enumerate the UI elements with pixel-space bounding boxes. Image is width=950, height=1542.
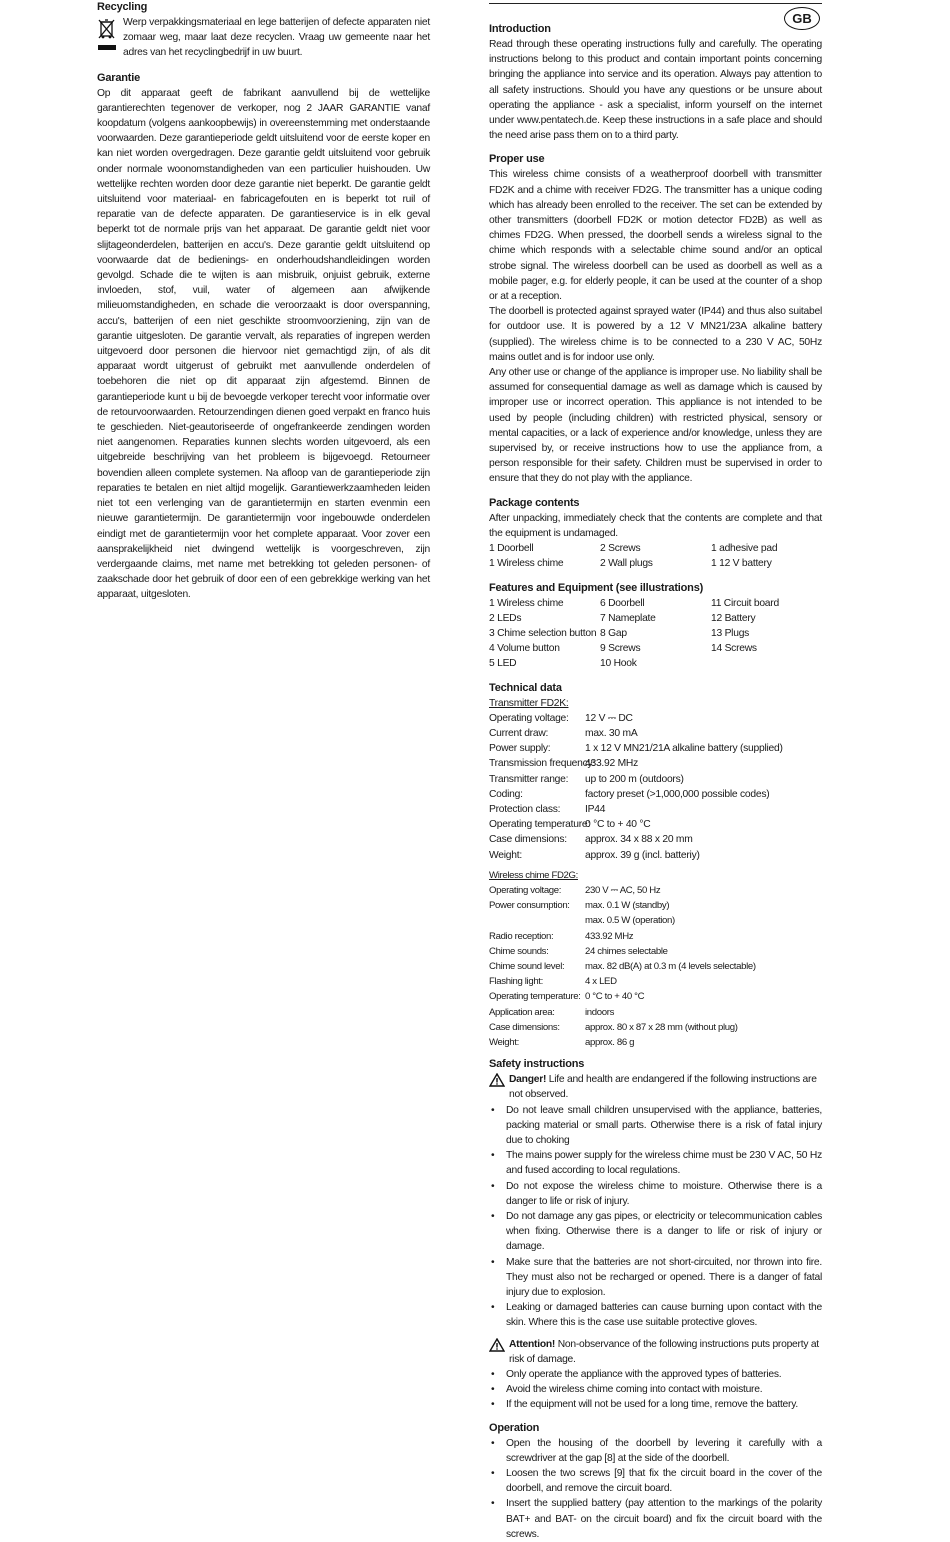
list-item: 3 Chime selection button — [489, 627, 597, 639]
list-item: • Make sure that the batteries are not short-circuited, nor thrown into fire. They must also not be recharged or opened. There is a danger of fatal injury due to explosion. — [489, 1255, 822, 1301]
warranty-text: Op dit apparaat geeft de fabrikant aanvullend bij de wettelijke garantierechten tegenover de verkoper, nog 2 JAAR GARANTIE vanaf koopdatum (volgens aankoopbewijs) in overeenstemming met onderstaande voorwaarden. Deze garantieperiode geldt uitsluitend voor de eerste koper en kan niet worden overgedragen. Deze garantie geldt uitsluitend voor gebruik onder normale woonomstandigheden van een particulier huishouden. Uw wettelijke rechten worden door deze garantie niet beperkt. De garantie geldt uitsluitend voor materiaal- en fabricagefouten en is beperkt tot ruil of reparatie van de defecte apparaten. De garantieservice is in elk geval beperkt tot de normale prijs van het apparaat. De garantie geldt niet voor slijtageonderdelen, batterijen en accu's. Deze garantie geldt uitsluitend op voorwaarde dat de bedienings- en onderhoudshandleidingen worden gevolgd. Schade die te wijten is aan misbruik, onjuist gebruik, externe invloeden, stof, vuil, water of algemeen aan afwijkende milieuomstandigheden, en schade die veroorzaakt is door overspanning, accu's, batterijen of een niet geschikte stroomvoorziening, zijn van de garantie uitgesloten. De garantie vervalt, als reparaties of ingrepen werden uitgevoerd door personen die hiervoor niet gemachtigd zijn, of als dit apparaat wordt uitgerust of gebruikt met aanvullende onderdelen of toebehoren die niet op dit apparaat zijn afgestemd. Binnen de garantieperiode kunt u bij de bevoegde verkoper terecht voor informatie over de retourvoorwaarden. Retourzendingen dienen goed verpakt en franco huis te geschieden. Niet-geautoriseerde of ongefrankeerde zendingen worden niet aangenomen. Reparaties kunnen slechts worden uitgevoerd, als een uitgebreide beschrijving van het probleem is bijgevoegd. Retourneer bovendien alleen complete systemen. Na afloop van de garantieperiode zijn reparaties te betalen en niet altijd mogelijk. Garantiewerkzaamheden leiden niet tot een verlenging van de garantietermijn en starten evenmin een nieuwe garantietermijn. De garantietermijn voor ingebouwde onderdelen eindigt met de garantietermijn voor het complete apparaat. Voor zover een aansprakelijkheid niet dwingend wettelijk is voorgeschreven, zijn verdergaande claims, met name met betrekking tot geleden personen- of zaakschade door het gebruik of door een of een gebrekkige werking van het apparaat, uitgesloten. — [97, 87, 430, 601]
list-item: • Open the housing of the doorbell by levering it carefully with a screwdriver at the gap [8] at the side of the doorbell. — [489, 1436, 822, 1466]
list-item: 2 LEDs — [489, 612, 522, 624]
spec-value: max. 0.5 W (operation) — [585, 915, 675, 927]
chime-subheading: Wireless chime FD2G: — [489, 869, 578, 881]
list-item: 1 Doorbell — [489, 543, 534, 555]
list-item: 10 Hook — [600, 658, 637, 670]
list-item: 4 Volume button — [489, 643, 560, 655]
spec-value: 0 °C to + 40 °C — [585, 991, 645, 1003]
spec-label: Power supply: — [489, 743, 551, 755]
warning-triangle-icon — [489, 1338, 509, 1357]
danger-label: Danger! — [509, 1074, 547, 1086]
package-text: After unpacking, immediately check that the contents are complete and that the equipment is undamaged. — [489, 512, 822, 539]
spec-label: Operating voltage: — [489, 884, 562, 896]
attention-label: Attention! — [509, 1338, 556, 1350]
list-item: • If the equipment will not be used for a long time, remove the battery. — [489, 1397, 822, 1412]
spec-label: Weight: — [489, 849, 522, 861]
list-item: 13 Plugs — [711, 627, 750, 639]
proper-use-heading: Proper use — [489, 153, 545, 166]
list-item: 2 Wall plugs — [600, 558, 653, 570]
spec-label: Weight: — [489, 1036, 519, 1048]
list-item: 5 LED — [489, 658, 517, 670]
list-item: 14 Screws — [711, 643, 757, 655]
safety-heading: Safety instructions — [489, 1058, 585, 1071]
package-heading: Package contents — [489, 496, 580, 509]
spec-value: max. 0.1 W (standby) — [585, 900, 670, 912]
spec-label: Power consumption: — [489, 900, 570, 912]
list-item: • Loosen the two screws [9] that fix the circuit board in the cover of the doorbell, and remove the circuit board. — [489, 1466, 822, 1496]
language-badge: GB — [784, 7, 820, 30]
crossed-out-bin-icon — [97, 18, 123, 61]
spec-value: 24 chimes selectable — [585, 945, 668, 957]
spec-value: max. 82 dB(A) at 0.3 m (4 levels selectable) — [585, 960, 756, 972]
spec-value: 12 V ⎓ DC — [585, 712, 633, 724]
right-column — [489, 22, 822, 1542]
transmitter-subheading: Transmitter FD2K: — [489, 697, 569, 709]
list-item: • Do not expose the wireless chime to moisture. Otherwise there is a danger to life or risk of injury. — [489, 1179, 822, 1209]
intro-heading: Introduction — [489, 23, 551, 35]
spec-label: Operating temperature: — [489, 991, 581, 1003]
intro-text: Read through these operating instructions fully and carefully. The operating instructions belong to this product and contain important points concerning bringing the appliance into service and its operation. Always pay attention to all safety instructions. Should you have any questions or be unsure about operating the appliance - ask a specialist, inform yourself on the internet under www.pentatech.de. Keep these instructions in a safe place and should the need arise pass them on to a third party. — [489, 39, 822, 142]
list-item: 11 Circuit board — [711, 597, 779, 609]
list-item: • The mains power supply for the wireless chime must be 230 V AC, 50 Hz and fused according to local regulations. — [489, 1148, 822, 1178]
spec-label: Current draw: — [489, 727, 549, 739]
spec-label: Application area: — [489, 1006, 555, 1018]
list-item: 1 12 V battery — [711, 558, 772, 570]
spec-value: 1 x 12 V MN21/21A alkaline battery (supplied) — [585, 743, 783, 755]
list-item: • Insert the supplied battery (pay attention to the markings of the polarity BAT+ and BAT- on the circuit board) and fix the circuit board with the screws. — [489, 1496, 822, 1542]
spec-label: Protection class: — [489, 803, 561, 815]
proper-use-paragraph-2: The doorbell is protected against sprayed water (IP44) and thus also suitabel for outdoor use. It is powered by a 12 V MN21/23A alkaline battery (supplied). The wireless chime is to be connected to a 230 V AC, 50Hz mains outlet and is for indoor use only. — [489, 306, 822, 363]
recycling-block — [97, 15, 430, 61]
operation-list — [489, 1436, 822, 1542]
danger-list — [489, 1103, 822, 1331]
danger-notice — [489, 1072, 822, 1102]
spec-label: Coding: — [489, 788, 523, 800]
spec-label: Operating temperature: — [489, 819, 590, 831]
top-rule — [489, 3, 822, 4]
list-item: • Leaking or damaged batteries can cause burning upon contact with the skin. Where this is the case use suitable protective gloves. — [489, 1300, 822, 1330]
recycling-heading: Recycling — [97, 1, 148, 13]
list-item: 1 Wireless chime — [489, 558, 564, 570]
spec-label: Case dimensions: — [489, 834, 567, 846]
spec-label: Flashing light: — [489, 976, 543, 988]
spec-label — [489, 913, 585, 928]
spec-value: 4 x LED — [585, 976, 617, 988]
spec-value: factory preset (>1,000,000 possible codes) — [585, 788, 770, 800]
danger-text: Life and health are endangered if the following instructions are not observed. — [509, 1074, 817, 1101]
package-list — [489, 541, 822, 571]
spec-label: Radio reception: — [489, 930, 554, 942]
spec-value: approx. 86 g — [585, 1036, 635, 1048]
proper-use-paragraph-1: This wireless chime consists of a weatherproof doorbell with transmitter FD2K and a chime with receiver FD2G. The transmitter has a unique coding which has already been enrolled to the receiver. The set can be extended by other transmitters (doorbell FD2K or motion detector FD2B) as well as chimes FD2G. When pressed, the doorbell sends a wireless signal to the chime which responds with a selectable chime sound and/or an optical strobe signal. The wireless doorbell can be used as doorbell as well as a mobile pager, e.g. for elderly people, it can be used at the counter of a shop or at a reception. — [489, 169, 822, 303]
spec-value: 433.92 MHz — [585, 758, 639, 770]
proper-use-paragraph-3: Any other use or change of the appliance is improper use. No liability shall be assumed for consequential damage as well as damage which is caused by improper use or incorrect operation. This appliance is not intended to be used by people (including children) with restricted physical, sensory or mental capacities, or a lack of experience and/or knowledge, unless they are supervised by, or receive instructions how to use the appliance from, a person responsible for their safety. Children must be supervised in order to ensure that they do not play with the appliance. — [489, 367, 822, 485]
list-item: 8 Gap — [600, 627, 627, 639]
warranty-heading: Garantie — [97, 71, 141, 84]
attention-list — [489, 1367, 822, 1413]
spec-value: up to 200 m (outdoors) — [585, 773, 684, 785]
list-item: 6 Doorbell — [600, 597, 645, 609]
spec-value: max. 30 mA — [585, 727, 638, 739]
spec-value: approx. 80 x 87 x 28 mm (without plug) — [585, 1021, 738, 1033]
attention-text: Non-observance of the following instructions puts property at risk of damage. — [509, 1338, 819, 1365]
chime-spec-table — [489, 883, 822, 1050]
left-column — [97, 0, 430, 603]
list-item: • Do not damage any gas pipes, or electricity or telecommunication cables when fixing. Otherwise there is a danger to life or risk of injury or damage. — [489, 1209, 822, 1255]
spec-label: Case dimensions: — [489, 1021, 560, 1033]
spec-value: 433.92 MHz — [585, 930, 634, 942]
technical-data-heading: Technical data — [489, 681, 562, 694]
spec-value: 0 °C to + 40 °C — [585, 819, 651, 831]
list-item — [711, 656, 822, 671]
attention-notice — [489, 1337, 822, 1367]
list-item: 9 Screws — [600, 643, 641, 655]
spec-value: IP44 — [585, 803, 606, 815]
list-item: • Avoid the wireless chime coming into contact with moisture. — [489, 1382, 822, 1397]
warning-triangle-icon — [489, 1073, 509, 1092]
list-item: 1 Wireless chime — [489, 597, 564, 609]
list-item: 12 Battery — [711, 612, 756, 624]
operation-heading: Operation — [489, 1421, 540, 1434]
features-list — [489, 596, 822, 672]
spec-label: Operating voltage: — [489, 712, 569, 724]
spec-value: 230 V ⎓ AC, 50 Hz — [585, 884, 661, 896]
spec-label: Transmission frequency: — [489, 758, 596, 770]
features-heading: Features and Equipment (see illustrations) — [489, 581, 704, 594]
list-item: • Only operate the appliance with the approved types of batteries. — [489, 1367, 822, 1382]
transmitter-spec-table — [489, 711, 822, 863]
list-item: 1 adhesive pad — [711, 543, 778, 555]
spec-value: indoors — [585, 1006, 615, 1018]
recycling-text: Werp verpakkingsmateriaal en lege batterijen of defecte apparaten niet zomaar weg, maar laat deze recyclen. Vraag uw gemeente naar het adres van het recyclingbedrijf in uw buurt. — [123, 17, 430, 59]
spec-value: approx. 39 g (incl. batteriy) — [585, 849, 700, 861]
spec-value: approx. 34 x 88 x 20 mm — [585, 834, 693, 846]
list-item: • Do not leave small children unsupervised with the appliance, batteries, packing material or small parts. Otherwise there is a risk of fatal injury due to choking — [489, 1103, 822, 1149]
list-item: 7 Nameplate — [600, 612, 656, 624]
spec-label: Transmitter range: — [489, 773, 569, 785]
spec-label: Chime sounds: — [489, 945, 549, 957]
spec-label: Chime sound level: — [489, 960, 565, 972]
list-item: 2 Screws — [600, 543, 641, 555]
